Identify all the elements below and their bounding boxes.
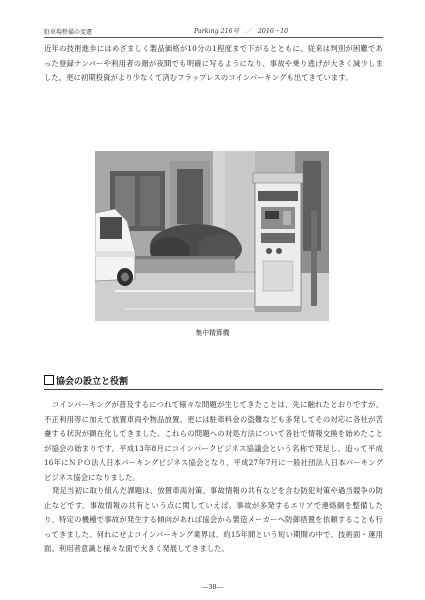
figure-caption: 集中精算機 — [195, 329, 230, 337]
body-paragraph: 発足当初に取り組んだ課題は、放置車両対策、事故情報の共有などを含む防犯対策や過当競争の防止などです。事故情報の共有という点に関していえば、事故が多発するエリアで連絡網を整備したり、特定の機種で事故が発生する傾向があれば協会から製造メーカーへ防御措置を依頼することも行ってきました。何れにせよコインパーキング業界は、約15年間という短い期間の中で、技術面・運用面、利用者意識と様々な面で大きく発展してきました。 — [44, 486, 383, 553]
running-header — [44, 24, 383, 38]
body-paragraph: コインパーキングが普及するにつれて様々な問題が生じてきたことは、先に触れたとおりですが、不正利用等に加えて放置車両や物品放置、更には駐車料金の盗難なども多発してその対応に各社が苦慮する状況が顕在化してきました。これらの問題への対処方法について各社で情報交換を始めたことが協会の始まりです。平成13年8月にコインパークビジネス協議会という名称で発足し、追って平成16年にＮＰＯ法人日本パーキングビジネス協会となり、平成27年7月に一般社団法人日本パーキングビジネス協会になりました。 — [44, 400, 383, 482]
section-rule — [44, 389, 383, 390]
square-bullet-icon — [44, 375, 54, 385]
header-rule — [44, 37, 383, 38]
intro-paragraph: 近年の技術進歩にはめざましく製品価格が10分の1程度まで下がるとともに、従来は判別が困難であった登録ナンバーや利用者の顔が夜間でも明確に写るようになり、事故や乗り逃げが大きく減少しました。更に初期投資がより少なくて済むフラップレスのコインパーキングも出てきています。 — [44, 44, 383, 82]
page-number: —38— — [201, 583, 224, 591]
section-heading-text: 協会の設立と役割 — [56, 377, 129, 387]
section-heading — [44, 374, 383, 387]
figure-photo — [95, 151, 329, 321]
header-journal-issue: Parking 216号 ／ 2016・10 — [194, 28, 289, 35]
header-section-name: 駐車場整備の変遷 — [44, 29, 93, 36]
